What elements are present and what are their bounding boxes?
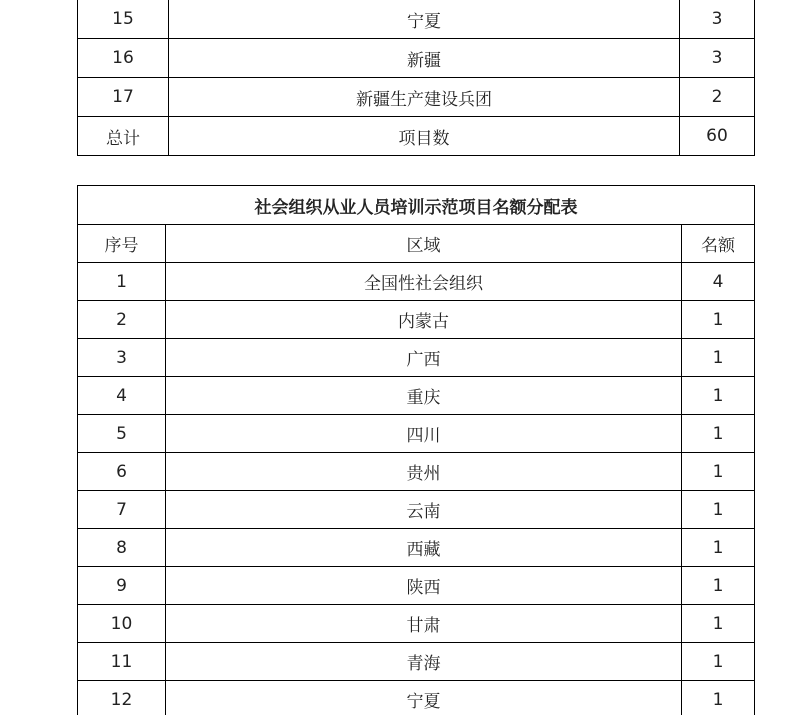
table-row [78, 529, 755, 567]
table-title: 社会组织从业人员培训示范项目名额分配表 [78, 186, 755, 225]
total-count-cell: 60 [680, 117, 755, 156]
index-cell: 5 [78, 415, 166, 453]
table-row [78, 339, 755, 377]
region-cell: 甘肃 [166, 605, 682, 643]
table-row [78, 39, 755, 78]
count-cell: 3 [680, 39, 755, 78]
count-cell: 2 [680, 78, 755, 117]
region-cell: 内蒙古 [166, 301, 682, 339]
table-row [78, 263, 755, 301]
allocation-table [77, 185, 755, 715]
region-cell: 新疆生产建设兵团 [169, 78, 680, 117]
region-cell: 青海 [166, 643, 682, 681]
count-cell: 1 [682, 339, 755, 377]
count-cell: 1 [682, 301, 755, 339]
region-cell: 全国性社会组织 [166, 263, 682, 301]
index-cell: 8 [78, 529, 166, 567]
region-cell: 宁夏 [169, 0, 680, 39]
count-cell: 1 [682, 453, 755, 491]
table-row [78, 567, 755, 605]
count-cell: 1 [682, 681, 755, 715]
index-cell: 10 [78, 605, 166, 643]
table-row [78, 78, 755, 117]
index-cell: 17 [78, 78, 169, 117]
table-row [78, 415, 755, 453]
region-cell: 陕西 [166, 567, 682, 605]
index-cell: 1 [78, 263, 166, 301]
total-region-cell: 项目数 [169, 117, 680, 156]
count-cell: 1 [682, 491, 755, 529]
index-cell: 15 [78, 0, 169, 39]
count-cell: 1 [682, 643, 755, 681]
count-cell: 1 [682, 529, 755, 567]
region-cell: 广西 [166, 339, 682, 377]
table-row [78, 453, 755, 491]
index-cell: 2 [78, 301, 166, 339]
table-row [78, 377, 755, 415]
header-count: 名额 [682, 225, 755, 263]
index-cell: 9 [78, 567, 166, 605]
index-cell: 7 [78, 491, 166, 529]
count-cell: 4 [682, 263, 755, 301]
project-count-table [77, 0, 755, 156]
index-cell: 12 [78, 681, 166, 715]
index-cell: 6 [78, 453, 166, 491]
table-row [78, 0, 755, 39]
header-region: 区域 [166, 225, 682, 263]
region-cell: 贵州 [166, 453, 682, 491]
table-row [78, 605, 755, 643]
index-cell: 3 [78, 339, 166, 377]
count-cell: 1 [682, 415, 755, 453]
index-cell: 16 [78, 39, 169, 78]
region-cell: 云南 [166, 491, 682, 529]
header-index: 序号 [78, 225, 166, 263]
table-row [78, 491, 755, 529]
total-label-cell: 总计 [78, 117, 169, 156]
region-cell: 四川 [166, 415, 682, 453]
region-cell: 重庆 [166, 377, 682, 415]
table-row [78, 301, 755, 339]
count-cell: 1 [682, 567, 755, 605]
region-cell: 西藏 [166, 529, 682, 567]
table-row [78, 681, 755, 715]
region-cell: 宁夏 [166, 681, 682, 715]
table-title-row [78, 186, 755, 225]
index-cell: 4 [78, 377, 166, 415]
table-row [78, 643, 755, 681]
region-cell: 新疆 [169, 39, 680, 78]
count-cell: 1 [682, 377, 755, 415]
count-cell: 1 [682, 605, 755, 643]
table-header-row [78, 225, 755, 263]
total-row [78, 117, 755, 156]
index-cell: 11 [78, 643, 166, 681]
count-cell: 3 [680, 0, 755, 39]
